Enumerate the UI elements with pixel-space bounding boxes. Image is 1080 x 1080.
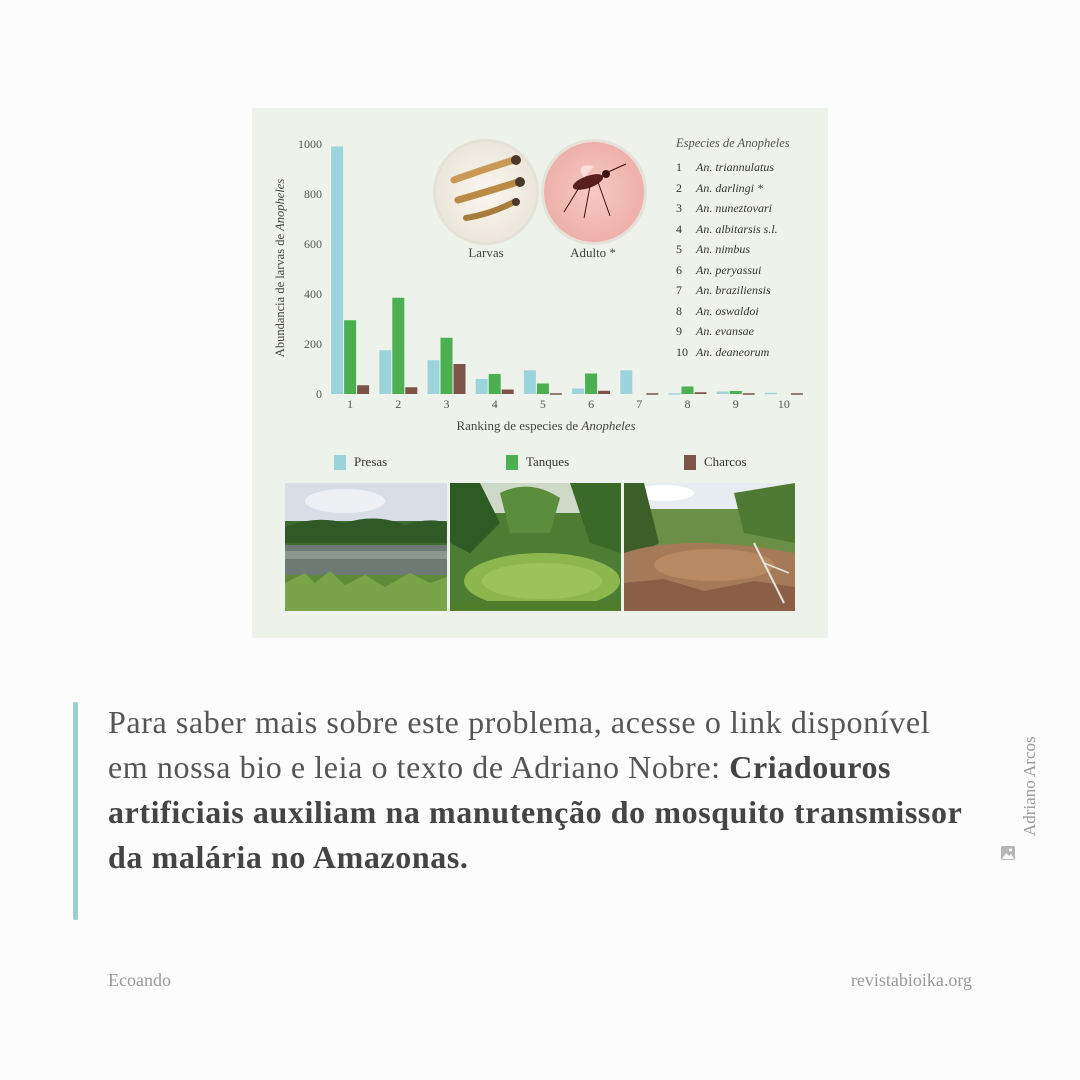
species-item: [676, 178, 790, 199]
bar-tanques-4: [489, 374, 501, 394]
x-axis-label: Ranking de especies de Anopheles: [456, 418, 636, 433]
species-rank: 1: [676, 160, 682, 174]
legend-swatch: [684, 455, 696, 470]
bar-tanques-8: [682, 387, 694, 395]
bar-charcos-10: [791, 393, 803, 395]
bar-presas-6: [572, 389, 584, 395]
x-tick-label: 10: [777, 397, 790, 411]
bar-charcos-1: [357, 385, 369, 394]
species-name: An. braziliensis: [696, 283, 771, 297]
quote-article-title: Criadouros artificiais auxiliam na manutenção do mosquito transmissor da malária no Amazonas.: [108, 749, 962, 875]
legend-swatch: [506, 455, 518, 470]
species-rows: [676, 157, 790, 362]
bar-presas-9: [717, 392, 729, 395]
x-tick-label: 1: [347, 397, 354, 411]
species-item: [676, 219, 790, 240]
bar-tanques-2: [392, 298, 404, 394]
bar-presas-10: [765, 393, 777, 395]
larva-shape: [454, 155, 525, 218]
quote-accent-bar: [73, 702, 78, 920]
y-tick-label: 0: [316, 387, 322, 401]
bar-presas-3: [428, 360, 440, 394]
legend-item-presas: [334, 454, 387, 470]
species-name: An. albitarsis s.l.: [696, 221, 778, 236]
bar-tanques-3: [441, 338, 453, 394]
x-tick-label: 3: [443, 397, 450, 411]
photo-credit-name: Adriano Arcos: [1020, 736, 1039, 836]
bar-presas-2: [379, 350, 391, 394]
y-tick-label: 600: [304, 237, 322, 251]
species-name: An. darlingi *: [696, 180, 764, 195]
bar-charcos-7: [646, 393, 658, 395]
species-name: An. nimbus: [696, 242, 750, 256]
y-axis: [298, 137, 322, 401]
legend-label: Charcos: [704, 454, 747, 469]
species-name: An. nuneztovari: [696, 201, 772, 215]
bar-presas-8: [669, 393, 681, 395]
species-list: [676, 136, 790, 362]
species-rank: 3: [676, 201, 682, 215]
larvae-photo: [436, 142, 536, 242]
bar-tanques-5: [537, 384, 549, 395]
species-name: An. evansae: [696, 324, 754, 338]
species-item: [676, 260, 790, 281]
y-tick-label: 1000: [298, 137, 322, 151]
bar-charcos-5: [550, 393, 562, 395]
bar-charcos-9: [743, 393, 755, 395]
bar-presas-4: [476, 379, 488, 394]
photo-tank: [450, 483, 621, 611]
species-item: [676, 239, 790, 260]
photo-dam: [285, 483, 447, 611]
bar-tanques-9: [730, 391, 742, 394]
legend-label: Presas: [354, 454, 388, 469]
photo-puddle: [624, 483, 795, 611]
x-tick-label: 2: [395, 397, 402, 411]
species-list-title: Especies de Anopheles: [676, 136, 790, 150]
bar-charcos-3: [454, 364, 466, 394]
species-rank: 5: [676, 242, 682, 256]
species-rank: 6: [676, 262, 682, 277]
bar-tanques-6: [585, 374, 597, 395]
legend-swatch: [334, 455, 346, 470]
quote-text: [108, 700, 978, 880]
y-tick-label: 800: [304, 187, 322, 201]
legend-label: Tanques: [526, 454, 570, 469]
y-tick-label: 400: [304, 287, 322, 301]
x-tick-label: 9: [732, 397, 739, 411]
image-icon: [1001, 846, 1015, 860]
bar-presas-1: [331, 147, 343, 395]
species-name: An. triannulatus: [696, 160, 775, 174]
photo-credit: [996, 700, 1039, 870]
species-item: [676, 321, 790, 342]
x-tick-label: 4: [491, 397, 498, 411]
adult-label: Adulto *: [570, 245, 616, 260]
species-rank: 9: [676, 324, 682, 338]
species-rank: 4: [676, 221, 682, 236]
bar-charcos-6: [598, 391, 610, 394]
species-item: [676, 342, 790, 363]
y-axis-label: Abundancia de larvas de Anopheles: [273, 178, 287, 358]
species-rank: 10: [676, 344, 688, 359]
bar-presas-5: [524, 370, 536, 394]
x-tick-label: 8: [684, 397, 691, 411]
adult-mosquito-photo: [544, 142, 644, 242]
chart-figure: [252, 108, 828, 638]
species-item: [676, 280, 790, 301]
x-tick-label: 6: [588, 397, 595, 411]
footer-website-link[interactable]: revistabioika.org: [850, 970, 972, 990]
mosquito-shape: [564, 164, 626, 218]
larvae-label: Larvas: [468, 245, 504, 260]
species-name: An. peryassui: [696, 262, 762, 277]
bar-charcos-4: [502, 390, 514, 395]
bar-charcos-2: [405, 387, 417, 394]
species-item: [676, 301, 790, 322]
species-name: An. oswaldoi: [696, 303, 759, 318]
species-rank: 7: [676, 283, 682, 297]
quote-intro: Para saber mais sobre este problema, acesse o link disponível em nossa bio e leia o texto de Adriano Nobre:: [108, 704, 931, 785]
bar-tanques-1: [344, 320, 356, 394]
species-name: An. deaneorum: [696, 344, 770, 359]
species-rank: 2: [676, 180, 682, 195]
bar-charcos-8: [695, 392, 707, 394]
species-item: [676, 157, 790, 178]
x-axis: [347, 397, 790, 411]
x-tick-label: 5: [539, 397, 546, 411]
bar-presas-7: [620, 370, 632, 394]
species-rank: 8: [676, 303, 682, 318]
x-tick-label: 7: [636, 397, 643, 411]
footer-brand: Ecoando: [108, 970, 171, 990]
y-tick-label: 200: [304, 337, 322, 351]
species-item: [676, 198, 790, 219]
legend-item-tanques: [506, 454, 569, 470]
legend-item-charcos: [684, 454, 747, 470]
